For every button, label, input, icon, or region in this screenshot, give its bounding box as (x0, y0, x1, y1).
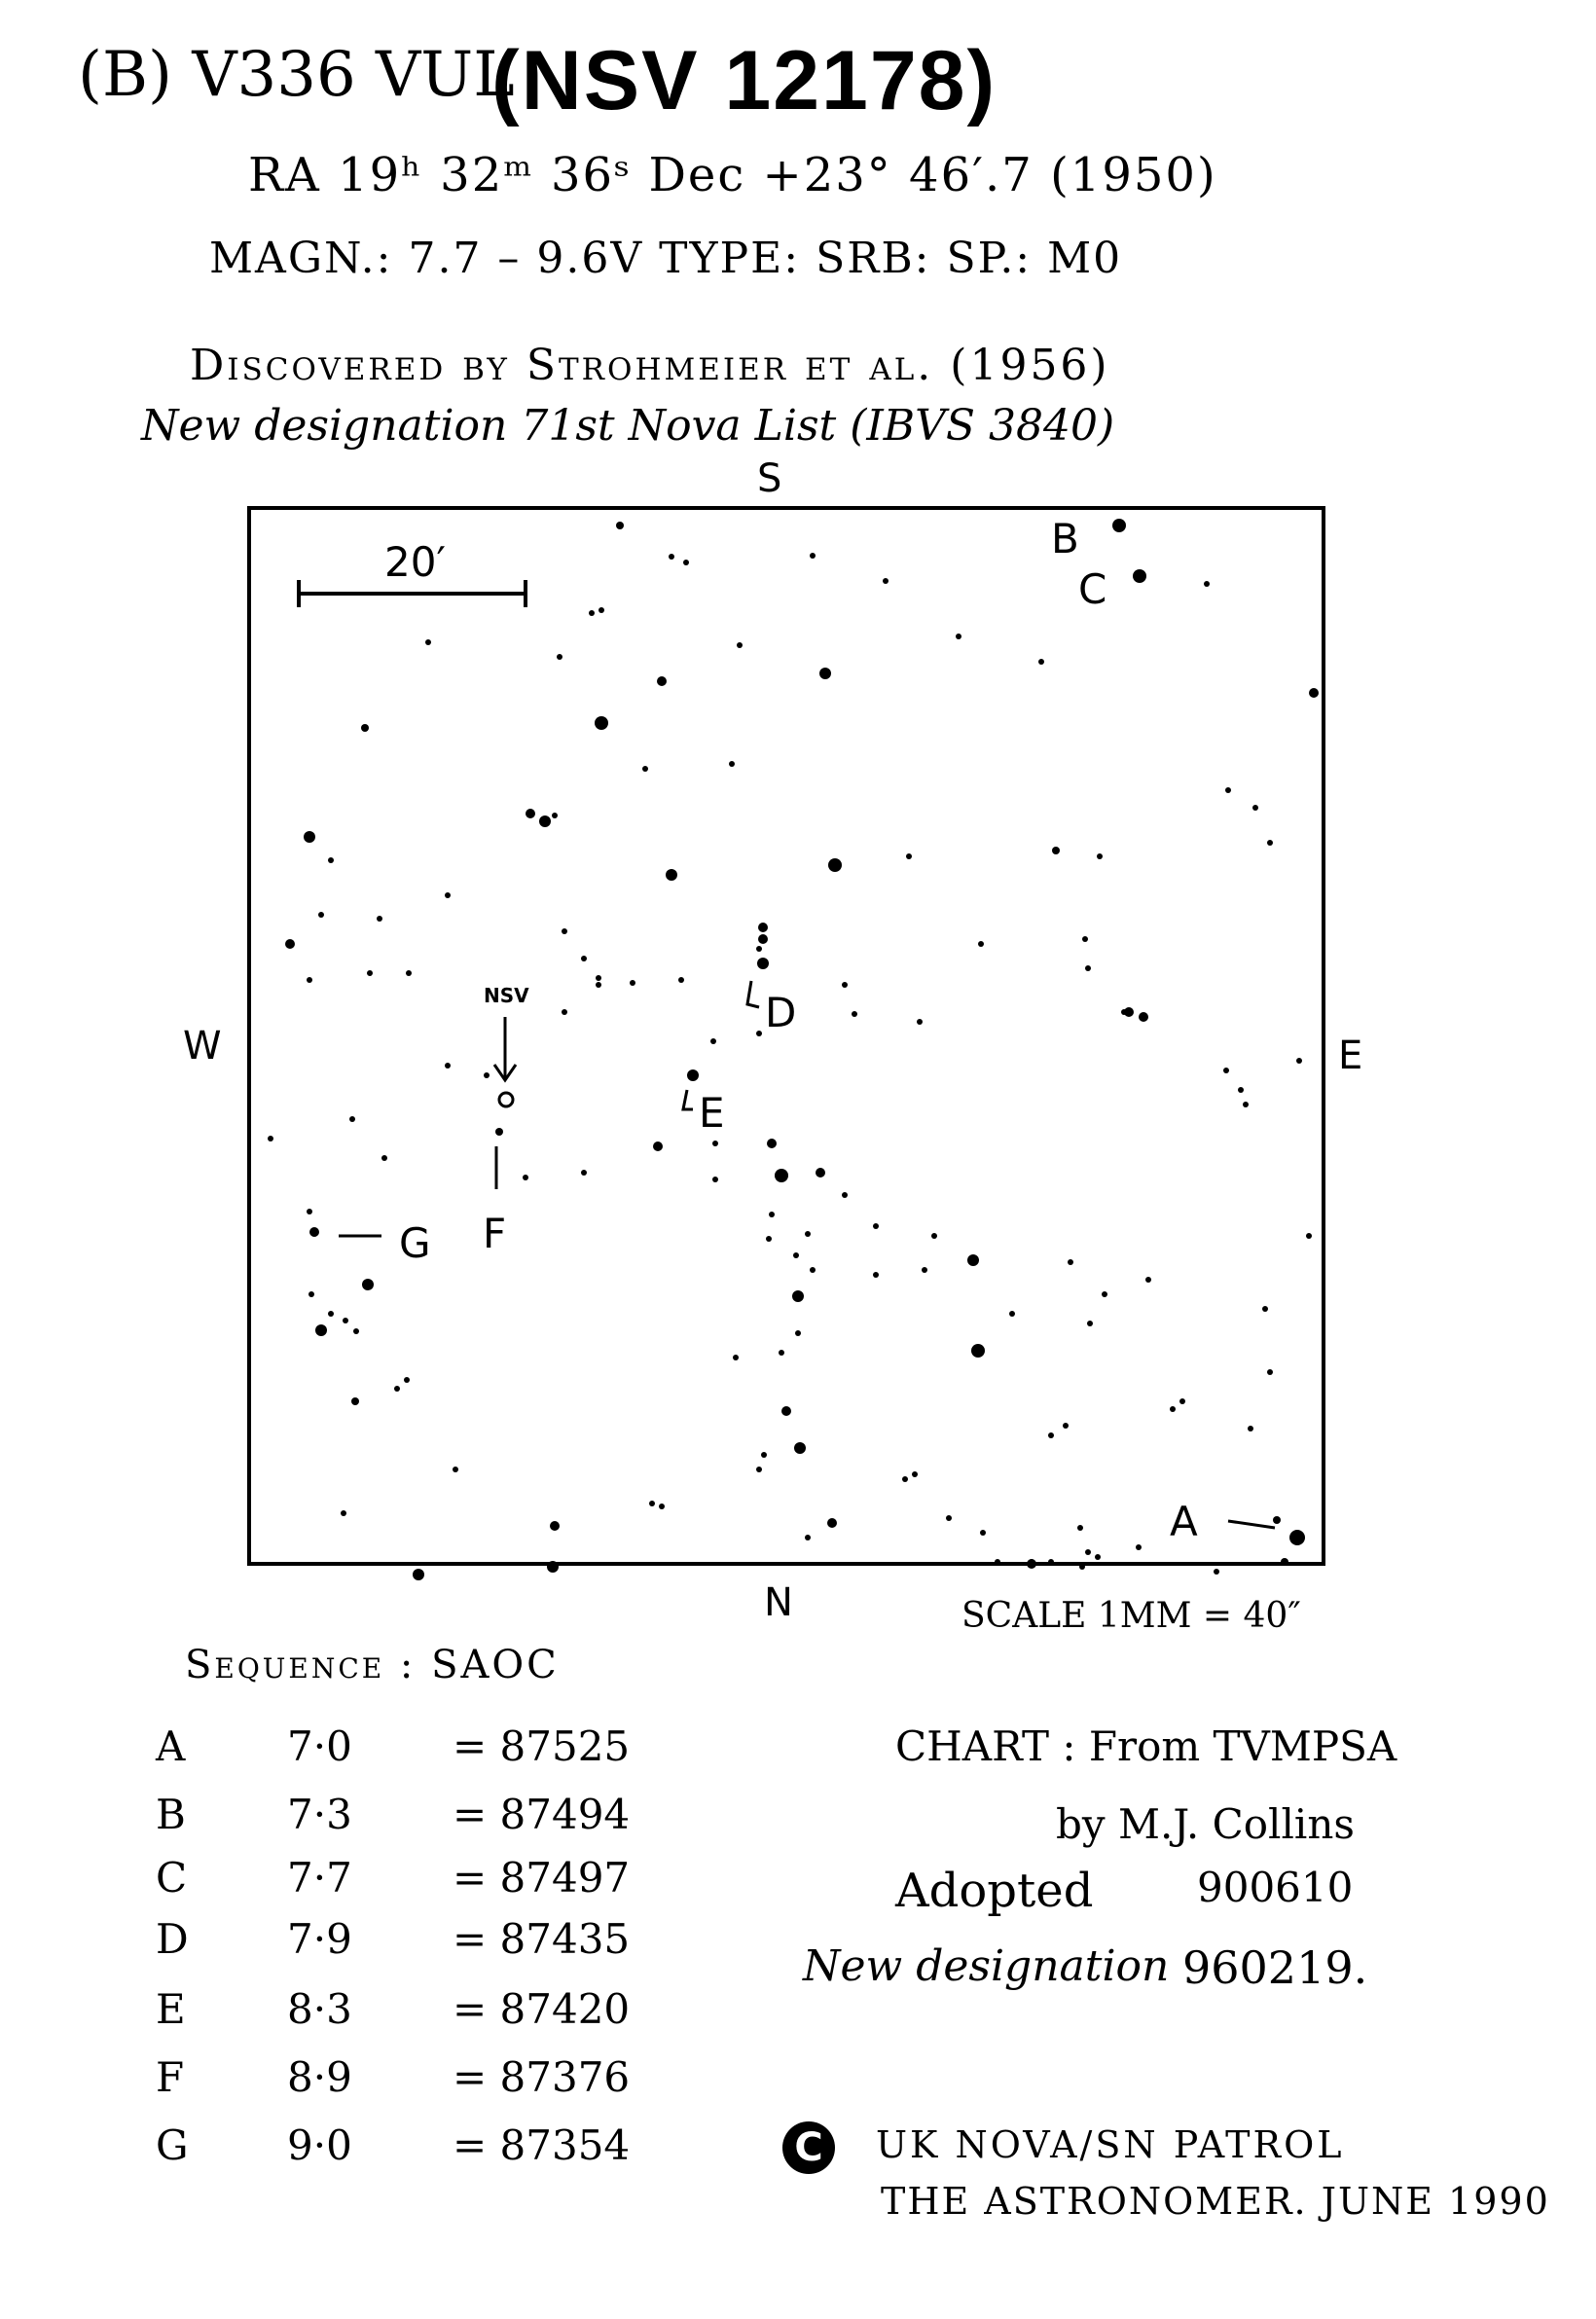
star-dot (413, 1569, 424, 1580)
nsv-title: (NSV 12178) (491, 34, 998, 127)
star-dot (649, 1501, 655, 1506)
star-dot (1077, 1525, 1083, 1531)
star-dot (980, 1530, 986, 1536)
star-dot (425, 639, 431, 645)
star-dot (819, 668, 831, 679)
star-dot (362, 1279, 374, 1290)
new-designation-note: New designation 71st Nova List (IBVS 3840) (141, 401, 1115, 451)
sequence-row (156, 1791, 630, 1838)
new-designation-date: 960219. (1182, 1941, 1368, 1994)
star-label-a: A (1170, 1498, 1198, 1545)
sequence-star-id: D (156, 1915, 189, 1963)
adopted-label: Adopted (895, 1864, 1094, 1918)
star-dot (737, 642, 743, 648)
star-dot (539, 815, 551, 827)
chart-source: CHART : From TVMPSA (895, 1722, 1397, 1770)
star-dot (971, 1344, 985, 1358)
nsv-variable-star (499, 1093, 513, 1106)
star-dot (995, 1559, 1000, 1565)
star-b (1112, 519, 1126, 532)
star-dot (562, 1009, 567, 1015)
star-designation: (B) V336 VUL (78, 39, 515, 111)
star-dot (1238, 1087, 1244, 1093)
star-dot (1048, 1432, 1054, 1438)
star-dot (810, 553, 816, 559)
scale-bar-label: 20′ (384, 538, 446, 586)
star-dot (775, 1169, 788, 1182)
sequence-row (156, 1985, 630, 2033)
star-c (1133, 569, 1146, 583)
discovery-line: Discovered by Strohmeier et al. (1956) (190, 341, 1110, 390)
star-dot (828, 858, 842, 872)
sequence-row (156, 2121, 630, 2169)
star-dot (367, 970, 373, 976)
star-dot (343, 1318, 348, 1323)
star-dot (268, 1136, 273, 1141)
compass-east: E (1338, 1033, 1363, 1078)
star-dot (304, 831, 315, 843)
star-dot (653, 1141, 663, 1151)
star-dot (1306, 1233, 1312, 1239)
sequence-magnitude: 7·3 (287, 1791, 352, 1838)
star-dot (307, 1209, 312, 1214)
star-dot (781, 1406, 791, 1416)
patrol-org: UK NOVA/SN PATROL (876, 2123, 1345, 2166)
star-dot (1243, 1102, 1249, 1107)
star-dot (381, 1155, 387, 1161)
copyright-icon: C (782, 2121, 835, 2174)
star-dot (581, 1170, 587, 1176)
star-dot (328, 857, 334, 863)
sequence-row (156, 1722, 630, 1770)
star-dot (756, 1467, 762, 1472)
star-dot (598, 607, 604, 613)
star-dot (712, 1177, 718, 1182)
star-dot (816, 1168, 825, 1178)
star-dot (710, 1038, 716, 1044)
sequence-magnitude: 8·3 (287, 1985, 352, 2033)
sequence-row (156, 1915, 630, 1963)
star-dot (523, 1175, 528, 1180)
star-dot (678, 977, 684, 983)
star-dot (318, 912, 324, 918)
star-dot (1009, 1311, 1015, 1317)
star-dot (550, 1521, 560, 1531)
sequence-star-id: C (156, 1854, 188, 1902)
star-dot (956, 634, 961, 639)
adopted-date: 900610 (1197, 1864, 1354, 1911)
sequence-star-id: B (156, 1791, 186, 1838)
star-dot (349, 1116, 355, 1122)
star-dot (353, 1328, 359, 1334)
star-dot (767, 1139, 777, 1148)
scale-text: SCALE 1MM = 40″ (961, 1596, 1301, 1636)
star-label-f: F (483, 1210, 507, 1257)
star-dot (657, 676, 667, 686)
star-dot (1038, 659, 1044, 665)
star-dot (922, 1267, 927, 1273)
star-dot (351, 1397, 359, 1405)
star-dot (852, 1011, 857, 1017)
star-dot (581, 956, 587, 961)
star-dot (912, 1471, 918, 1477)
star-dot (766, 1236, 772, 1242)
star-dot (902, 1476, 908, 1482)
star-dot (1273, 1516, 1281, 1524)
star-dot (1085, 1549, 1091, 1555)
star-dot (1068, 1259, 1073, 1265)
star-dot (406, 970, 412, 976)
star-dot (758, 934, 768, 944)
publication: THE ASTRONOMER. JUNE 1990 (881, 2180, 1550, 2223)
sequence-sao-number: = 87497 (453, 1854, 631, 1902)
compass-west: W (183, 1024, 222, 1069)
sequence-star-id: A (156, 1722, 186, 1770)
star-dot (842, 1192, 848, 1198)
star-dot (1223, 1068, 1229, 1073)
magnitude-type-line: MAGN.: 7.7 – 9.6V TYPE: SRB: SP.: M0 (209, 234, 1123, 283)
star-dot (669, 554, 674, 560)
sequence-magnitude: 9·0 (287, 2121, 352, 2169)
star-dot (1063, 1423, 1069, 1429)
star-dot (873, 1223, 879, 1229)
star-label-c: C (1078, 565, 1107, 613)
star-dot (1296, 1058, 1302, 1064)
star-dot (805, 1231, 811, 1237)
star-field (268, 519, 1319, 1580)
star-dot (906, 853, 912, 859)
star-dot (967, 1254, 979, 1266)
sequence-sao-number: = 87494 (453, 1791, 631, 1838)
star-dot (779, 1350, 784, 1356)
star-label-e: E (699, 1089, 725, 1137)
sequence-sao-number: = 87525 (453, 1722, 631, 1770)
star-dot (1248, 1426, 1253, 1431)
star-dot (1097, 853, 1103, 859)
star-dot (1136, 1544, 1142, 1550)
star-dot (794, 1442, 806, 1454)
star-dot (659, 1504, 665, 1509)
star-dot (595, 716, 608, 730)
label-tick-d (747, 981, 759, 1007)
star-dot (453, 1467, 458, 1472)
star-dot (1170, 1406, 1176, 1412)
star-dot (1252, 805, 1258, 811)
star-dot (795, 1330, 801, 1336)
compass-north: N (764, 1580, 793, 1625)
star-dot (394, 1386, 400, 1392)
star-dot (842, 982, 848, 988)
star-dot (547, 1561, 559, 1573)
sequence-sao-number: = 87420 (453, 1985, 631, 2033)
star-dot (946, 1515, 952, 1521)
star-dot (596, 982, 601, 988)
star-dot (729, 761, 735, 767)
star-dot (630, 980, 635, 986)
star-dot (404, 1377, 410, 1383)
star-dot (1145, 1277, 1151, 1283)
star-dot (589, 610, 595, 616)
star-dot (328, 1311, 334, 1317)
compass-south: S (757, 456, 782, 501)
star-dot (1214, 1569, 1219, 1575)
star-dot (1204, 581, 1210, 587)
label-line-a (1228, 1521, 1275, 1528)
star-f (495, 1128, 503, 1136)
star-dot (917, 1019, 923, 1025)
sequence-heading: Sequence : SAOC (185, 1643, 560, 1687)
star-dot (307, 977, 312, 983)
star-label-d: D (765, 989, 797, 1036)
star-dot (1052, 847, 1060, 854)
star-dot (1121, 1009, 1127, 1015)
star-dot (1102, 1291, 1107, 1297)
sequence-magnitude: 7·7 (287, 1854, 352, 1902)
star-dot (1085, 965, 1091, 971)
star-dot (761, 1452, 767, 1458)
star-dot (1267, 840, 1273, 846)
star-dot (793, 1252, 799, 1258)
star-dot (616, 522, 624, 529)
sequence-row (156, 2053, 630, 2101)
sequence-star-id: G (156, 2121, 189, 2169)
sequence-star-id: F (156, 2053, 185, 2101)
star-dot (285, 939, 295, 949)
nsv-pointer-label: NSV (484, 984, 529, 1007)
star-dot (1281, 1558, 1288, 1566)
sequence-magnitude: 7·9 (287, 1915, 352, 1963)
star-dot (712, 1141, 718, 1146)
star-dot (484, 1072, 490, 1078)
star-e (687, 1069, 699, 1081)
star-dot (1225, 787, 1231, 793)
star-dot (978, 941, 984, 947)
star-dot (341, 1510, 346, 1516)
sequence-sao-number: = 87354 (453, 2121, 631, 2169)
star-a (1289, 1530, 1305, 1545)
star-dot (1267, 1369, 1273, 1375)
sequence-star-id: E (156, 1985, 186, 2033)
star-dot (1082, 936, 1088, 942)
star-dot (526, 809, 535, 818)
star-dot (1179, 1398, 1185, 1404)
star-dot (552, 813, 558, 818)
star-dot (596, 975, 601, 981)
star-dot (666, 869, 677, 881)
sequence-magnitude: 8·9 (287, 2053, 352, 2101)
star-dot (883, 578, 889, 584)
star-dot (377, 916, 382, 922)
star-dot (733, 1355, 739, 1360)
star-dot (792, 1290, 804, 1302)
star-dot (1087, 1321, 1093, 1326)
coordinates-line: RA 19ʰ 32ᵐ 36ˢ Dec +23° 46′.7 (1950) (248, 148, 1217, 202)
star-dot (1095, 1554, 1101, 1560)
sequence-sao-number: = 87435 (453, 1915, 631, 1963)
star-dot (756, 1031, 762, 1036)
star-dot (827, 1518, 837, 1528)
star-dot (1048, 1559, 1054, 1565)
star-dot (361, 724, 369, 732)
star-dot (873, 1272, 879, 1278)
star-dot (445, 1063, 451, 1069)
sequence-row (156, 1854, 630, 1902)
star-label-g: G (399, 1219, 431, 1267)
sequence-sao-number: = 87376 (453, 2053, 631, 2101)
star-dot (1079, 1564, 1085, 1570)
star-d (757, 958, 769, 969)
star-dot (683, 560, 689, 565)
star-dot (805, 1535, 811, 1540)
star-dot (758, 923, 768, 932)
star-dot (1309, 688, 1319, 698)
new-designation-label: New designation (803, 1941, 1170, 1991)
star-dot (642, 766, 648, 772)
star-g (309, 1227, 319, 1237)
star-dot (1139, 1012, 1148, 1022)
star-dot (557, 654, 562, 660)
chart-author: by M.J. Collins (1056, 1800, 1355, 1848)
star-dot (810, 1267, 816, 1273)
star-dot (308, 1291, 314, 1297)
copyright-mark (782, 2121, 835, 2174)
star-dot (315, 1324, 327, 1336)
star-dot (1262, 1306, 1268, 1312)
star-dot (769, 1212, 775, 1217)
star-dot (562, 928, 567, 934)
star-label-b: B (1051, 515, 1079, 562)
star-dot (1027, 1559, 1036, 1569)
star-dot (445, 892, 451, 898)
star-dot (756, 946, 762, 952)
star-dot (931, 1233, 937, 1239)
label-tick-e (683, 1090, 693, 1109)
sequence-magnitude: 7·0 (287, 1722, 352, 1770)
